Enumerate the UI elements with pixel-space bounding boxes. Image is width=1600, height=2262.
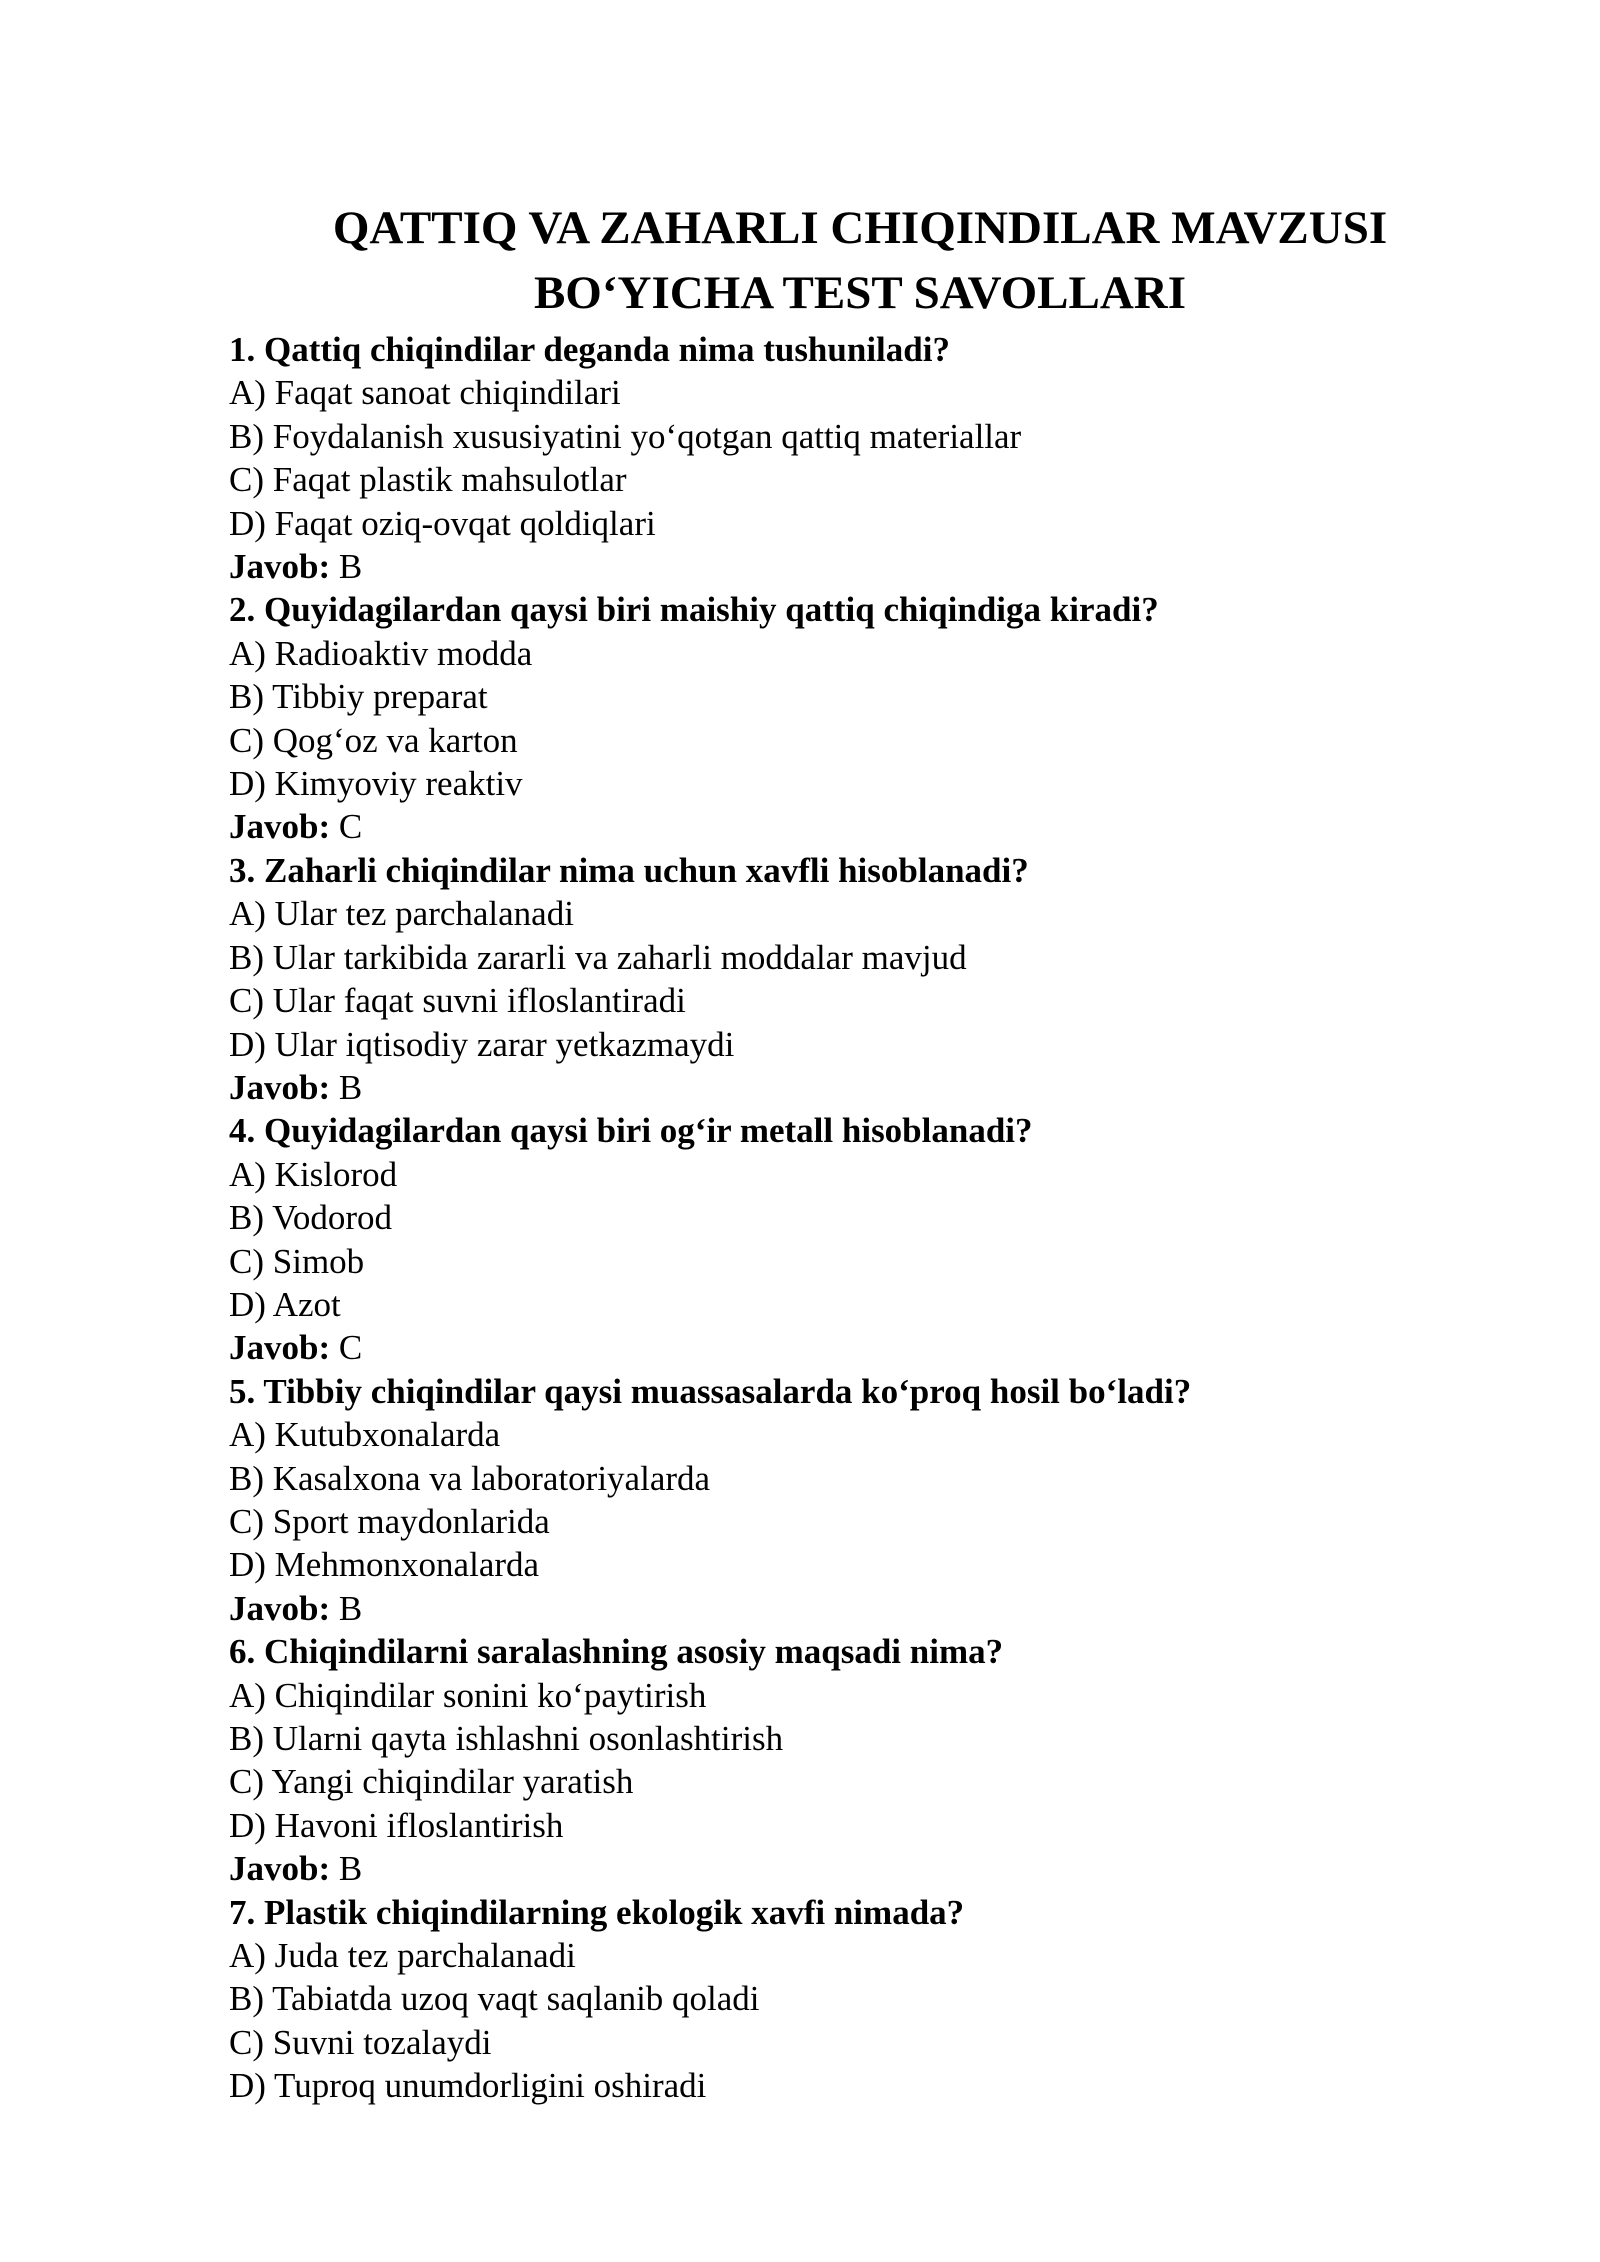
answer-line [229,1066,1429,1109]
answer-label: Javob: [229,1849,331,1889]
answer-option: A) Ular tez parchalanadi [229,894,574,934]
answer-option: D) Havoni ifloslantirish [229,1805,564,1845]
answer-option: D) Azot [229,1284,341,1324]
answer-option: B) Tibbiy preparat [229,677,488,717]
answer-label: Javob: [229,1328,331,1368]
question-block [229,1891,1429,2108]
answer-option: C) Faqat plastik mahsulotlar [229,460,627,500]
answer-option: B) Tabiatda uzoq vaqt saqlanib qoladi [229,1979,760,2019]
answer-option: C) Sport maydonlarida [229,1501,550,1541]
answer-value: B [338,1067,363,1107]
answer-option: D) Ular iqtisodiy zarar yetkazmaydi [229,1024,735,1064]
question-text: 1. Qattiq chiqindilar deganda nima tushuniladi? [229,330,950,369]
question-text: 7. Plastik chiqindilarning ekologik xavfi nimada? [229,1892,965,1932]
title-line-1: QATTIQ VA ZAHARLI CHIQINDILAR MAVZUSI [332,202,1388,254]
question-text: 2. Quyidagilardan qaysi biri maishiy qattiq chiqindiga kiradi? [229,590,1159,630]
question-text: 4. Quyidagilardan qaysi biri og‘ir metall hisoblanadi? [229,1111,1033,1151]
answer-label: Javob: [229,1588,331,1628]
answer-option: B) Ularni qayta ishlashni osonlashtirish [229,1719,784,1758]
document-title [200,196,1520,326]
answer-option: C) Qog‘oz va karton [229,720,518,760]
answer-value: C [338,1328,363,1368]
answer-option: B) Ular tarkibida zararli va zaharli moddalar mavjud [229,937,967,977]
answer-option: D) Kimyoviy reaktiv [229,764,523,804]
question-block [229,328,1429,588]
questions-list [229,328,1429,2108]
title-line-2: BO‘YICHA TEST SAVOLLARI [533,267,1187,319]
answer-label: Javob: [229,1067,331,1107]
answer-option: A) Chiqindilar sonini ko‘paytirish [229,1675,707,1715]
answer-line [229,805,1429,848]
answer-label: Javob: [229,547,331,587]
question-block [229,1370,1429,1630]
question-block [229,588,1429,848]
answer-option: A) Radioaktiv modda [229,633,533,673]
answer-value: B [338,1849,363,1889]
answer-label: Javob: [229,807,331,847]
answer-option: B) Vodorod [229,1198,393,1238]
question-text: 5. Tibbiy chiqindilar qaysi muassasalarda ko‘proq hosil bo‘ladi? [229,1371,1192,1411]
question-text: 3. Zaharli chiqindilar nima uchun xavfli hisoblanadi? [229,850,1029,890]
answer-option: B) Foydalanish xususiyatini yo‘qotgan qattiq materiallar [229,416,1022,456]
answer-option: D) Mehmonxonalarda [229,1545,540,1585]
answer-option: C) Suvni tozalaydi [229,2022,492,2062]
answer-value: B [338,1588,363,1628]
answer-option: A) Kislorod [229,1154,398,1194]
answer-value: C [338,807,363,847]
answer-option: D) Faqat oziq-ovqat qoldiqlari [229,503,656,543]
answer-option: B) Kasalxona va laboratoriyalarda [229,1458,711,1498]
answer-option: A) Juda tez parchalanadi [229,1936,576,1976]
answer-option: A) Kutubxonalarda [229,1415,501,1455]
question-block [229,1630,1429,1890]
answer-option: D) Tuproq unumdorligini oshiradi [229,2066,707,2106]
answer-line [229,1326,1429,1369]
answer-line [229,1587,1429,1630]
answer-option: A) Faqat sanoat chiqindilari [229,373,621,413]
answer-option: C) Ular faqat suvni ifloslantiradi [229,981,686,1021]
answer-option: C) Simob [229,1241,365,1281]
question-text: 6. Chiqindilarni saralashning asosiy maqsadi nima? [229,1632,1004,1672]
answer-line [229,545,1429,588]
answer-line [229,1847,1429,1890]
answer-option: C) Yangi chiqindilar yaratish [229,1762,634,1802]
question-block [229,1109,1429,1369]
answer-value: B [338,547,363,587]
question-block [229,849,1429,1109]
